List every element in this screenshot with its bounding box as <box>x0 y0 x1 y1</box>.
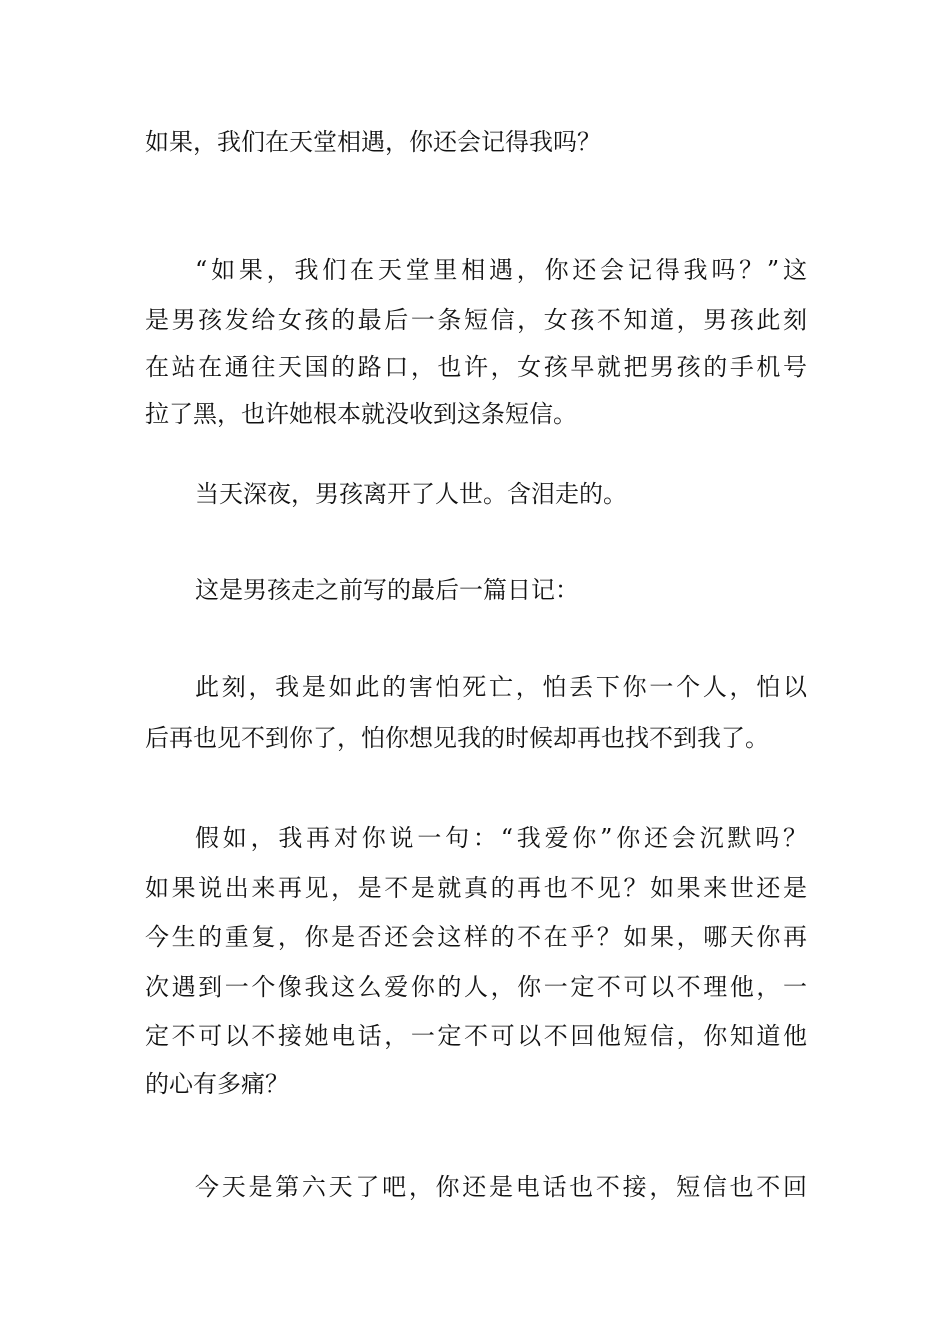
paragraph-line: 拉了黑，也许她根本就没收到这条短信。 <box>145 400 577 428</box>
paragraph-line: 今生的重复，你是否还会这样的不在乎？如果，哪天你再 <box>145 923 807 951</box>
paragraph-line: 此刻，我是如此的害怕死亡，怕丢下你一个人，怕以 <box>195 673 807 701</box>
paragraph-line: 这是男孩走之前写的最后一篇日记： <box>195 576 579 604</box>
paragraph-line: 次遇到一个像我这么爱你的人，你一定不可以不理他，一 <box>145 973 807 1001</box>
paragraph-line: 定不可以不接她电话，一定不可以不回他短信，你知道他 <box>145 1022 807 1050</box>
paragraph-line: 今天是第六天了吧，你还是电话也不接，短信也不回 <box>195 1173 807 1201</box>
document-title: 如果，我们在天堂相遇，你还会记得我吗？ <box>145 128 601 156</box>
paragraph-line: 在站在通往天国的路口，也许，女孩早就把男孩的手机号 <box>145 353 807 381</box>
paragraph-line: 当天深夜，男孩离开了人世。含泪走的。 <box>195 480 627 508</box>
paragraph-line: 的心有多痛？ <box>145 1070 289 1098</box>
paragraph-line: 后再也见不到你了，怕你想见我的时候却再也找不到我了。 <box>145 724 769 752</box>
paragraph-line: 是男孩发给女孩的最后一条短信，女孩不知道，男孩此刻 <box>145 306 807 334</box>
paragraph-line: 假如，我再对你说一句：“我爱你”你还会沉默吗？ <box>195 824 807 852</box>
paragraph-line: “如果，我们在天堂里相遇，你还会记得我吗？”这 <box>195 256 807 284</box>
paragraph-line: 如果说出来再见，是不是就真的再也不见？如果来世还是 <box>145 874 807 902</box>
